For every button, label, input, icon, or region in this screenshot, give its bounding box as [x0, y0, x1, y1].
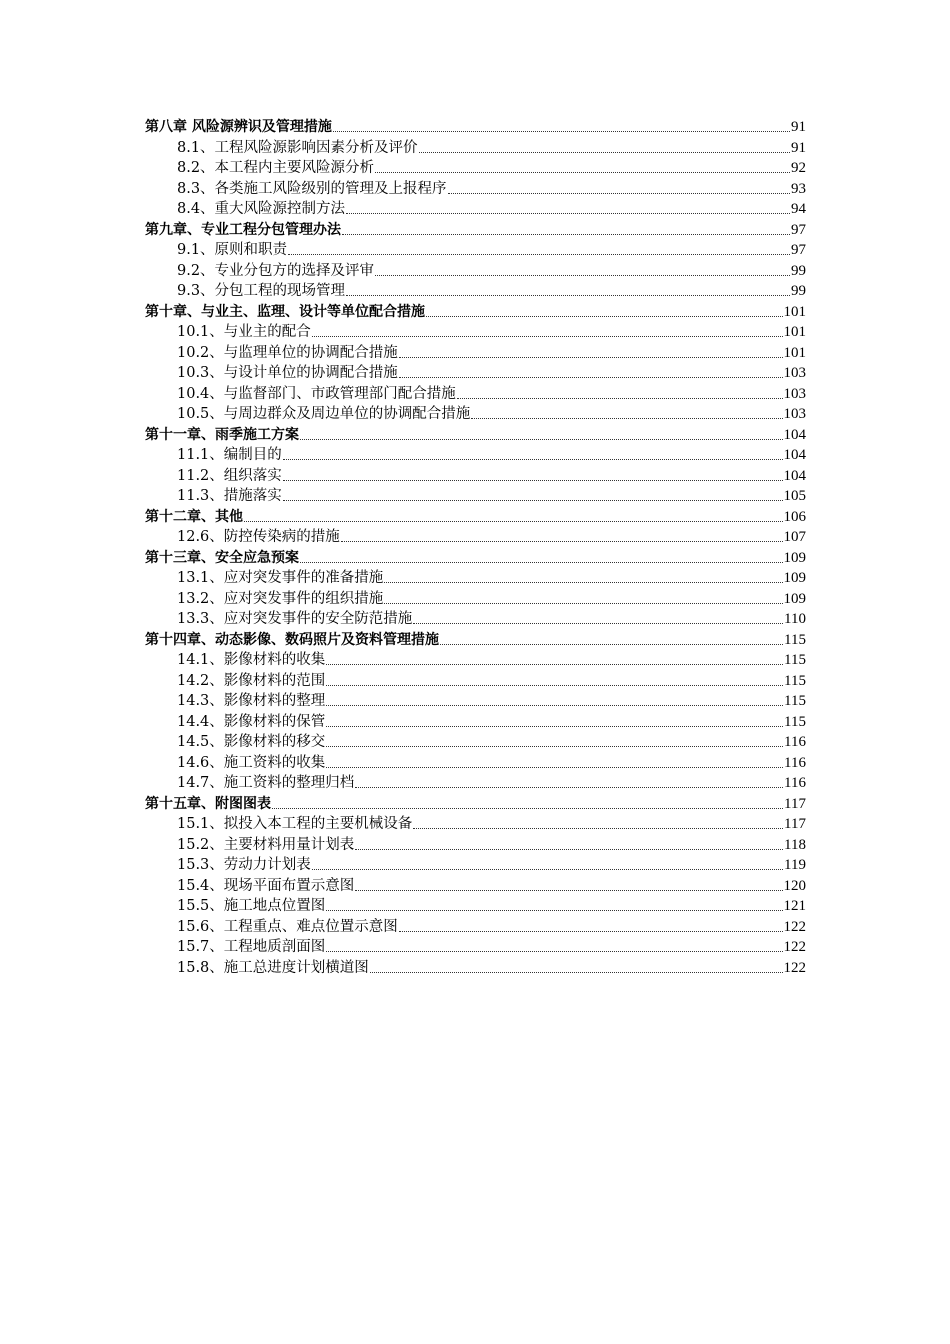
toc-entry-page-number: 101: [783, 324, 806, 340]
toc-section-entry[interactable]: [177, 895, 806, 915]
toc-entry-label: 第十五章、附图图表: [145, 795, 271, 812]
toc-entry-page-number: 107: [783, 529, 806, 545]
toc-entry-label: 13.3、应对突发事件的安全防范措施: [177, 611, 413, 627]
dot-leader: [448, 193, 790, 194]
toc-entry-label: 14.6、施工资料的收集: [177, 754, 326, 771]
dot-leader: [300, 562, 783, 563]
toc-entry-page-number: 106: [783, 508, 806, 525]
dot-leader: [355, 890, 782, 891]
toc-entry-label: 11.2、组织落实: [177, 467, 282, 484]
toc-entry-label: 8.1、工程风险源影响因素分析及评价: [177, 139, 418, 156]
dot-leader: [413, 828, 783, 829]
toc-section-entry[interactable]: [177, 957, 806, 977]
toc-section-entry[interactable]: [177, 362, 806, 382]
toc-section-entry[interactable]: [177, 239, 806, 259]
toc-entry-label: 15.7、工程地质剖面图: [177, 939, 326, 955]
toc-section-entry[interactable]: [177, 588, 806, 608]
toc-entry-page-number: 110: [784, 611, 806, 627]
toc-entry-label: 15.6、工程重点、难点位置示意图: [177, 918, 398, 935]
toc-entry-label: 11.1、编制目的: [177, 447, 282, 463]
toc-section-entry[interactable]: [177, 608, 806, 628]
toc-entry-label: 9.1、原则和职责: [177, 242, 288, 258]
toc-entry-label: 15.2、主要材料用量计划表: [177, 836, 355, 853]
dot-leader: [326, 767, 783, 768]
toc-chapter-entry[interactable]: [145, 116, 806, 136]
dot-leader: [440, 644, 783, 645]
toc-section-entry[interactable]: [177, 567, 806, 587]
toc-entry-page-number: 115: [784, 652, 806, 668]
toc-entry-page-number: 115: [784, 713, 806, 730]
toc-entry-page-number: 115: [784, 631, 806, 648]
toc-entry-page-number: 109: [783, 570, 806, 586]
dot-leader: [370, 972, 783, 973]
toc-entry-page-number: 121: [783, 898, 806, 914]
toc-section-entry[interactable]: [177, 772, 806, 792]
toc-entry-page-number: 117: [784, 795, 806, 812]
dot-leader: [326, 951, 782, 952]
toc-section-entry[interactable]: [177, 383, 806, 403]
toc-entry-page-number: 103: [783, 385, 806, 402]
toc-entry-label: 15.8、施工总进度计划横道图: [177, 959, 369, 976]
toc-entry-label: 15.3、劳动力计划表: [177, 857, 311, 873]
toc-section-entry[interactable]: [177, 813, 806, 833]
dot-leader: [283, 500, 783, 501]
toc-entry-page-number: 122: [783, 939, 806, 955]
toc-entry-page-number: 122: [783, 918, 806, 935]
toc-entry-label: 第十四章、动态影像、数码照片及资料管理措施: [145, 631, 439, 648]
toc-entry-label: 14.2、影像材料的范围: [177, 672, 326, 689]
toc-entry-label: 13.1、应对突发事件的准备措施: [177, 570, 384, 586]
dot-leader: [283, 459, 783, 460]
toc-entry-label: 第十二章、其他: [145, 508, 243, 525]
toc-section-entry[interactable]: [177, 403, 806, 423]
toc-section-entry[interactable]: [177, 260, 806, 280]
toc-entry-page-number: 120: [783, 877, 806, 894]
dot-leader: [300, 439, 783, 440]
toc-entry-label: 8.4、重大风险源控制方法: [177, 201, 346, 217]
toc-section-entry[interactable]: [177, 342, 806, 362]
dot-leader: [457, 398, 783, 399]
toc-section-entry[interactable]: [177, 649, 806, 669]
dot-leader: [399, 377, 783, 378]
dot-leader: [413, 623, 783, 624]
toc-entry-label: 第十章、与业主、监理、设计等单位配合措施: [145, 303, 425, 320]
dot-leader: [272, 808, 783, 809]
dot-leader: [384, 582, 782, 583]
dot-leader: [375, 275, 790, 276]
toc-entry-page-number: 116: [784, 775, 806, 791]
toc-section-entry[interactable]: [177, 526, 806, 546]
toc-section-entry[interactable]: [177, 465, 806, 485]
toc-chapter-entry[interactable]: [145, 301, 806, 321]
toc-entry-label: 8.3、各类施工风险级别的管理及上报程序: [177, 180, 447, 197]
toc-entry-label: 第十三章、安全应急预案: [145, 549, 299, 566]
toc-section-entry[interactable]: [177, 670, 806, 690]
toc-entry-label: 8.2、本工程内主要风险源分析: [177, 160, 375, 176]
toc-entry-label: 第九章、专业工程分包管理办法: [145, 221, 341, 238]
toc-entry-page-number: 99: [791, 262, 806, 279]
dot-leader: [426, 316, 783, 317]
toc-entry-page-number: 97: [791, 221, 806, 238]
dot-leader: [355, 849, 783, 850]
toc-entry-page-number: 116: [784, 734, 806, 750]
dot-leader: [326, 664, 783, 665]
toc-entry-page-number: 103: [783, 365, 806, 381]
toc-section-entry[interactable]: [177, 711, 806, 731]
toc-chapter-entry[interactable]: [145, 547, 806, 567]
toc-section-entry[interactable]: [177, 178, 806, 198]
toc-entry-label: 14.3、影像材料的整理: [177, 693, 326, 709]
dot-leader: [399, 931, 783, 932]
toc-entry-label: 9.2、专业分包方的选择及评审: [177, 262, 375, 279]
toc-entry-page-number: 122: [783, 959, 806, 976]
dot-leader: [326, 685, 783, 686]
dot-leader: [375, 172, 790, 173]
toc-chapter-entry[interactable]: [145, 506, 806, 526]
toc-section-entry[interactable]: [177, 731, 806, 751]
toc-entry-label: 14.5、影像材料的移交: [177, 734, 326, 750]
dot-leader: [288, 254, 790, 255]
dot-leader: [342, 234, 790, 235]
toc-entry-label: 13.2、应对突发事件的组织措施: [177, 590, 384, 607]
toc-entry-page-number: 104: [783, 426, 806, 443]
toc-section-entry[interactable]: [177, 875, 806, 895]
toc-section-entry[interactable]: [177, 321, 806, 341]
toc-section-entry[interactable]: [177, 198, 806, 218]
toc-entry-page-number: 116: [784, 754, 806, 771]
toc-entry-label: 14.4、影像材料的保管: [177, 713, 326, 730]
toc-entry-page-number: 91: [791, 139, 806, 156]
dot-leader: [326, 705, 783, 706]
toc-entry-label: 10.4、与监督部门、市政管理部门配合措施: [177, 385, 456, 402]
toc-entry-label: 10.5、与周边群众及周边单位的协调配合措施: [177, 406, 471, 422]
toc-section-entry[interactable]: [177, 485, 806, 505]
toc-entry-page-number: 118: [784, 836, 806, 853]
toc-entry-page-number: 97: [791, 242, 806, 258]
dot-leader: [333, 131, 790, 132]
toc-entry-page-number: 119: [784, 857, 806, 873]
toc-entry-label: 15.5、施工地点位置图: [177, 898, 326, 914]
toc-section-entry[interactable]: [177, 916, 806, 936]
toc-entry-page-number: 104: [783, 447, 806, 463]
toc-entry-page-number: 101: [783, 344, 806, 361]
toc-section-entry[interactable]: [177, 834, 806, 854]
toc-entry-page-number: 93: [791, 180, 806, 197]
dot-leader: [244, 521, 783, 522]
toc-chapter-entry[interactable]: [145, 793, 806, 813]
toc-entry-label: 10.2、与监理单位的协调配合措施: [177, 344, 398, 361]
toc-entry-page-number: 103: [783, 406, 806, 422]
toc-entry-label: 10.3、与设计单位的协调配合措施: [177, 365, 398, 381]
toc-entry-label: 10.1、与业主的配合: [177, 324, 311, 340]
toc-entry-page-number: 99: [791, 283, 806, 299]
toc-section-entry[interactable]: [177, 752, 806, 772]
toc-entry-page-number: 94: [791, 201, 806, 217]
dot-leader: [419, 152, 790, 153]
toc-entry-page-number: 104: [783, 467, 806, 484]
dot-leader: [283, 480, 783, 481]
toc-entry-page-number: 115: [784, 693, 806, 709]
dot-leader: [341, 541, 783, 542]
dot-leader: [355, 787, 783, 788]
dot-leader: [326, 746, 783, 747]
toc-entry-label: 第八章 风险源辨识及管理措施: [145, 119, 332, 135]
toc-section-entry[interactable]: [177, 157, 806, 177]
toc-section-entry[interactable]: [177, 280, 806, 300]
toc-section-entry[interactable]: [177, 137, 806, 157]
toc-entry-page-number: 91: [791, 119, 806, 135]
toc-entry-label: 12.6、防控传染病的措施: [177, 529, 340, 545]
dot-leader: [471, 418, 782, 419]
dot-leader: [399, 357, 783, 358]
toc-chapter-entry[interactable]: [145, 629, 806, 649]
toc-entry-label: 15.4、现场平面布置示意图: [177, 877, 355, 894]
toc-entry-page-number: 115: [784, 672, 806, 689]
toc-entry-page-number: 92: [791, 160, 806, 176]
dot-leader: [346, 295, 790, 296]
toc-entry-label: 9.3、分包工程的现场管理: [177, 283, 346, 299]
dot-leader: [326, 910, 782, 911]
toc-entry-page-number: 105: [783, 488, 806, 504]
dot-leader: [346, 213, 790, 214]
dot-leader: [384, 603, 782, 604]
toc-chapter-entry[interactable]: [145, 424, 806, 444]
toc-section-entry[interactable]: [177, 854, 806, 874]
toc-entry-page-number: 109: [783, 590, 806, 607]
toc-section-entry[interactable]: [177, 690, 806, 710]
toc-chapter-entry[interactable]: [145, 219, 806, 239]
dot-leader: [312, 869, 783, 870]
toc-entry-label: 第十一章、雨季施工方案: [145, 426, 299, 443]
toc-entry-page-number: 109: [783, 549, 806, 566]
toc-entry-label: 15.1、拟投入本工程的主要机械设备: [177, 816, 413, 832]
toc-entry-label: 14.7、施工资料的整理归档: [177, 775, 355, 791]
toc-entry-label: 14.1、影像材料的收集: [177, 652, 326, 668]
toc-entry-page-number: 117: [784, 816, 806, 832]
toc-entry-label: 11.3、措施落实: [177, 488, 282, 504]
toc-section-entry[interactable]: [177, 444, 806, 464]
toc-entry-page-number: 101: [783, 303, 806, 320]
dot-leader: [326, 726, 783, 727]
dot-leader: [312, 336, 783, 337]
toc-section-entry[interactable]: [177, 936, 806, 956]
